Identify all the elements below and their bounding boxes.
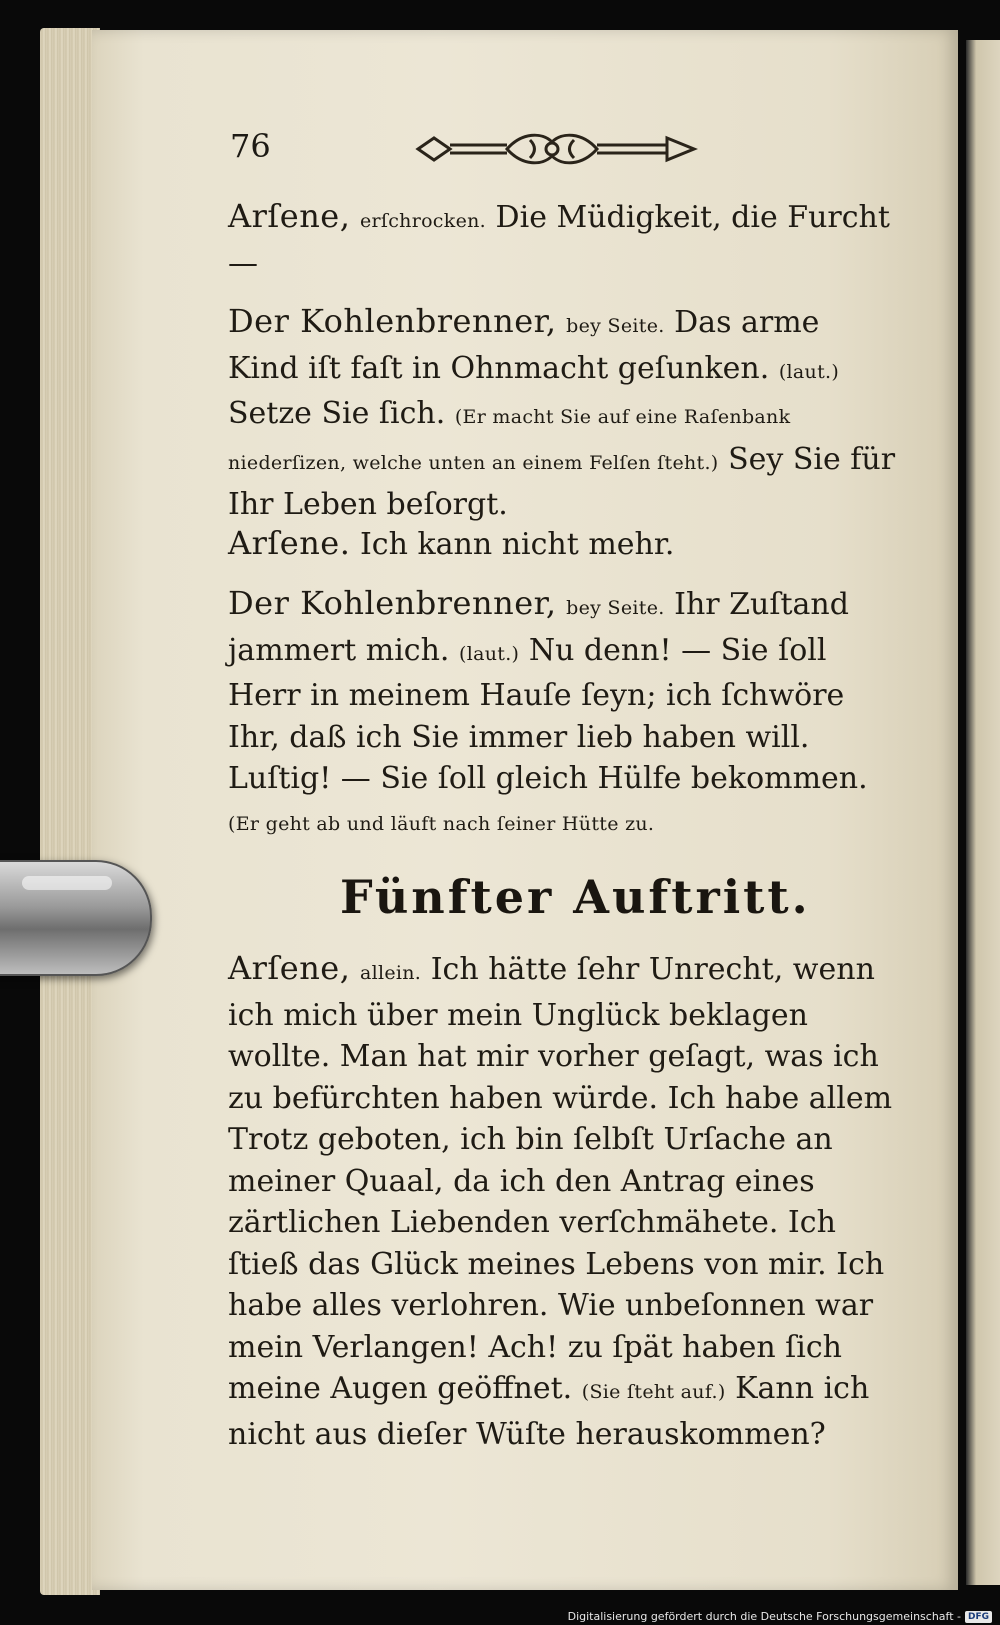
speaker-name: Der Kohlenbrenner, — [228, 584, 557, 622]
stage-direction: bey Seite. — [566, 597, 665, 619]
dfg-logo: DFG — [965, 1611, 992, 1623]
footer-text: Digitalisierung gefördert durch die Deutsche Forschungsgemeinschaft - — [567, 1610, 961, 1623]
stage-direction: allein. — [359, 962, 422, 984]
dialogue-text: Ich kann nicht mehr. — [359, 527, 675, 562]
stage-direction: (laut.) — [778, 360, 840, 383]
paragraph-4 — [228, 583, 898, 845]
paragraph-3 — [228, 523, 898, 566]
speaker-name: Arſene, — [228, 197, 351, 235]
page-number: 76 — [230, 127, 271, 165]
dialogue-text: Ihr Zuſtand jammert mich. — [228, 587, 849, 668]
decorative-ornament — [412, 128, 702, 170]
stage-direction: (Er macht Sie auf eine Raſenbank niederſizen, welche unten an einem Felſen ſteht.) — [228, 406, 791, 474]
dialogue-text: Sey Sie für Ihr Leben beſorgt. — [228, 441, 896, 522]
speaker-name: Arſene, — [228, 949, 351, 987]
stage-direction: bey Seite. — [566, 315, 665, 337]
paragraph-2 — [228, 301, 898, 526]
clip-highlight — [22, 876, 112, 890]
stage-direction: (Sie ſteht auf.) — [581, 1381, 726, 1403]
dialogue-text: Kann ich nicht aus dieſer Wüſte herauskommen? — [228, 1371, 870, 1452]
dialogue-text: Setze Sie ſich. — [228, 396, 446, 431]
dialogue-text: Ich hätte ſehr Unrecht, wenn ich mich über mein Unglück beklagen wollte. Man hat mir vorher geſagt, was ich zu befürchten haben würde. Ich habe allem Trotz geboten, ich bin ſelbſt Urſache an meiner Quaal, da ich den Antrag eines zärtlichen Liebenden verſchmähete. Ich ſtieß das Glück meines Lebens von mir. Ich habe alles verlohren. Wie unbeſonnen war mein Verlangen! Ach! zu ſpät haben ſich meine Augen geöffnet. — [228, 952, 893, 1406]
stage-direction: (Er geht ab und läuft nach ſeiner Hütte zu. — [228, 812, 655, 835]
stage-direction: erſchrocken. — [359, 210, 486, 232]
dialogue-text: Das arme Kind iſt faſt in Ohnmacht geſunken. — [228, 305, 820, 386]
scene-heading: Fünfter Auftritt. — [340, 870, 811, 924]
page-edges — [40, 28, 100, 1595]
speaker-name: Arſene. — [228, 524, 351, 562]
page-clip — [0, 860, 152, 976]
paragraph-5 — [228, 948, 898, 1455]
dialogue-text: Nu denn! — Sie ſoll Herr in meinem Hauſe ſeyn; ich ſchwöre Ihr, daß ich Sie immer lieb haben will. Luſtig! — Sie ſoll gleich Hülfe bekommen. — [228, 632, 868, 796]
dialogue-text: Die Müdigkeit, die Furcht — — [228, 200, 890, 281]
facing-page-edge — [966, 40, 1000, 1585]
digitization-footer — [568, 1610, 992, 1623]
speaker-name: Der Kohlenbrenner, — [228, 302, 557, 340]
paragraph-1 — [228, 196, 898, 284]
stage-direction: (laut.) — [459, 642, 520, 665]
